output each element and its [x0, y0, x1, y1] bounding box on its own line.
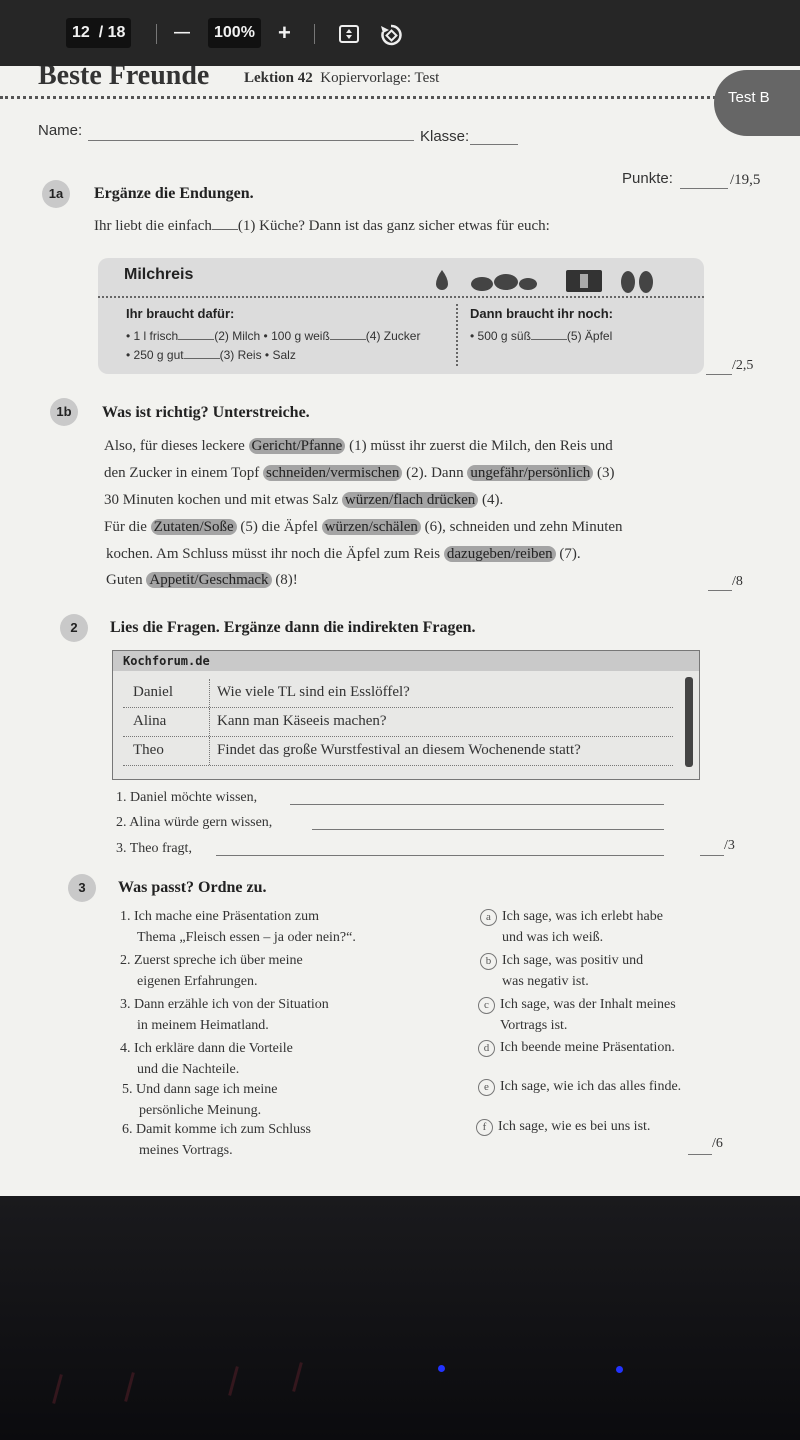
text-part: Für die	[104, 519, 147, 535]
forum-user: Theo	[133, 742, 164, 758]
reflection	[124, 1372, 135, 1402]
answer-1-label: 1. Daniel möchte wissen,	[116, 790, 258, 805]
task-title-1b: Was ist richtig? Unterstreiche.	[102, 404, 310, 421]
text-line-5	[106, 546, 581, 563]
match-text: Ich sage, wie ich das alles finde.	[500, 1079, 682, 1094]
task-number-1b: 1b	[50, 398, 78, 426]
rotate-button[interactable]	[378, 22, 404, 52]
match-text: Ich sage, wie es bei uns ist.	[498, 1119, 651, 1134]
apple-icon	[639, 271, 653, 293]
ingredient-text: • 1 l frisch	[126, 329, 179, 343]
rice-grain-icon	[519, 278, 537, 290]
class-label: Klasse:	[420, 128, 470, 145]
text-line-2	[104, 465, 615, 482]
points-total: /19,5	[730, 172, 761, 188]
ingredient-line	[470, 327, 613, 346]
match-left-5	[122, 1079, 278, 1121]
task-number-3: 3	[68, 874, 96, 902]
match-right-c[interactable]	[478, 994, 676, 1036]
page-indicator[interactable]	[66, 18, 131, 48]
match-text: meines Vortrags.	[139, 1143, 233, 1158]
match-text: was negativ ist.	[502, 974, 589, 989]
drop-icon	[436, 270, 448, 290]
option-circle[interactable]: b	[480, 953, 497, 970]
text-part: (1) müsst ihr zuerst die Milch, den Reis und	[349, 438, 613, 454]
forum-table	[123, 679, 673, 766]
forum-scrollbar[interactable]	[685, 677, 693, 767]
text-line-3	[104, 492, 503, 509]
apple-icon	[621, 271, 635, 293]
match-text: persönliche Meinung.	[139, 1103, 262, 1118]
match-text: 2. Zuerst spreche ich über meine	[120, 953, 303, 968]
score-1b: /8	[732, 574, 743, 589]
match-text: 6. Damit komme ich zum Schluss	[122, 1122, 311, 1137]
text-line-1	[104, 438, 613, 455]
forum-title: Kochforum.de	[113, 651, 699, 671]
subtitle: Kopiervorlage: Test	[320, 70, 440, 86]
match-left-1	[120, 906, 356, 948]
reflection	[292, 1362, 303, 1392]
match-right-b[interactable]	[480, 950, 643, 992]
match-text: 5. Und dann sage ich meine	[122, 1082, 278, 1097]
task-title-2: Lies die Fragen. Ergänze dann die indirekten Fragen.	[110, 619, 476, 636]
text-part: 30 Minuten kochen und mit etwas Salz	[104, 492, 339, 508]
match-right-d[interactable]	[478, 1037, 675, 1058]
page-total: 18	[107, 24, 126, 41]
match-text: eigenen Erfahrungen.	[137, 974, 258, 989]
text-part: (2). Dann	[406, 465, 464, 481]
match-text: Thema „Fleisch essen – ja oder nein?“.	[137, 930, 356, 945]
forum-row	[123, 708, 673, 737]
forum-row	[123, 737, 673, 766]
recipe-ingredients-2	[470, 304, 613, 346]
choice-3[interactable]: ungefähr/persönlich	[467, 465, 593, 481]
match-left-4	[120, 1038, 293, 1080]
forum-question: Findet das große Wurstfestival an diesem Wochenende statt?	[217, 742, 581, 758]
match-text: in meinem Heimatland.	[137, 1018, 269, 1033]
forum-row	[123, 679, 673, 708]
option-circle[interactable]: d	[478, 1040, 495, 1057]
intro-text-rest: (1) Küche? Dann ist das ganz sicher etwas für euch:	[237, 218, 550, 234]
text-part: Also, für dieses leckere	[104, 438, 245, 454]
score-field-1b[interactable]	[708, 590, 732, 591]
forum-question: Wie viele TL sind ein Esslöffel?	[217, 684, 410, 700]
zoom-out-button[interactable]: —	[174, 24, 190, 41]
choice-8[interactable]: Appetit/Geschmack	[146, 572, 271, 588]
text-part: (5) die Äpfel	[240, 519, 318, 535]
ingredient-icons	[430, 264, 662, 296]
match-right-e[interactable]	[478, 1076, 681, 1097]
text-line-6	[106, 572, 298, 589]
match-right-f[interactable]	[476, 1116, 650, 1137]
text-part: den Zucker in einem Topf	[104, 465, 260, 481]
points-field[interactable]	[680, 188, 728, 189]
toolbar-divider	[314, 24, 315, 44]
score-1a: /2,5	[732, 358, 754, 373]
rice-grain-icon	[471, 277, 493, 291]
recipe-box	[98, 258, 704, 374]
forum-question: Kann man Käseeis machen?	[217, 713, 387, 729]
match-left-2	[120, 950, 303, 992]
score-field-1a[interactable]	[706, 374, 732, 375]
name-field[interactable]	[88, 140, 414, 141]
test-badge: Test B	[714, 70, 800, 136]
ingredient-text: • 500 g süß	[470, 329, 531, 343]
score-field-2[interactable]	[700, 855, 724, 856]
match-left-3	[120, 994, 329, 1036]
lesson-label: Lektion 42	[244, 70, 313, 86]
blank-1[interactable]	[212, 229, 238, 230]
match-text: Vortrags ist.	[500, 1018, 568, 1033]
rotate-icon	[378, 22, 404, 48]
task-title-1a: Ergänze die Endungen.	[94, 185, 254, 202]
answer-2-label: 2. Alina würde gern wissen,	[116, 815, 273, 830]
reflection	[52, 1374, 63, 1404]
page-current[interactable]: 12	[72, 24, 90, 41]
blank-3[interactable]	[184, 358, 220, 359]
choice-4[interactable]: würzen/flach drücken	[342, 492, 478, 508]
header-divider	[0, 96, 800, 99]
task-title-3: Was passt? Ordne zu.	[118, 879, 267, 896]
led-indicator	[616, 1366, 623, 1373]
task-number-2: 2	[60, 614, 88, 642]
choice-7[interactable]: dazugeben/reiben	[444, 546, 556, 562]
text-part: (3)	[597, 465, 615, 481]
recipe-title: Milchreis	[124, 266, 194, 283]
score-3: /6	[712, 1136, 723, 1151]
zoom-in-button[interactable]: +	[278, 20, 291, 45]
match-right-a[interactable]	[480, 906, 663, 948]
match-left-6	[122, 1119, 311, 1161]
led-indicator	[438, 1365, 445, 1372]
points-label: Punkte:	[622, 170, 673, 187]
reflection	[228, 1366, 239, 1396]
book-title: Beste Freunde	[38, 66, 210, 91]
match-text: und was ich weiß.	[502, 930, 604, 945]
choice-1[interactable]: Gericht/Pfanne	[249, 438, 346, 454]
pdf-toolbar	[0, 0, 800, 66]
choice-6[interactable]: würzen/schälen	[322, 519, 421, 535]
text-line-4	[104, 519, 623, 536]
recipe-divider	[98, 296, 704, 298]
text-part: Guten	[106, 572, 143, 588]
score-field-3[interactable]	[688, 1154, 712, 1155]
worksheet-page	[0, 66, 800, 1196]
toolbar-divider	[156, 24, 157, 44]
answer-3-label: 3. Theo fragt,	[116, 841, 192, 856]
class-field[interactable]	[470, 144, 518, 145]
zoom-level[interactable]: 100%	[208, 18, 261, 48]
match-text: Ich beende meine Präsentation.	[500, 1040, 675, 1055]
ingredients-heading: Dann braucht ihr noch:	[470, 306, 613, 321]
blank-2[interactable]	[178, 339, 214, 340]
match-text: Ich sage, was positiv und	[502, 953, 644, 968]
page-separator: /	[98, 24, 104, 41]
background-below-page	[0, 1196, 800, 1440]
ingredient-line	[126, 346, 420, 365]
option-circle[interactable]: f	[476, 1119, 493, 1136]
match-text: 1. Ich mache eine Präsentation zum	[120, 909, 320, 924]
ingredient-line	[126, 327, 420, 346]
ingredient-text: (4) Zucker	[365, 329, 421, 343]
answer-3-field[interactable]	[216, 855, 664, 856]
task-1a-intro	[94, 218, 550, 235]
forum-user: Alina	[133, 713, 167, 729]
forum-box	[112, 650, 700, 780]
intro-text: Ihr liebt die einfach	[94, 218, 212, 234]
fit-page-icon	[338, 24, 360, 44]
ingredient-text: (5) Äpfel	[566, 329, 613, 343]
score-2: /3	[724, 838, 735, 853]
match-text: 4. Ich erkläre dann die Vorteile	[120, 1041, 293, 1056]
text-part: (7).	[559, 546, 581, 562]
option-circle[interactable]: c	[478, 997, 495, 1014]
column-divider	[456, 304, 458, 366]
lesson-info	[244, 70, 439, 87]
blank-5[interactable]	[531, 339, 567, 340]
ingredient-text: • 250 g gut	[126, 348, 184, 362]
rice-grain-icon	[494, 274, 518, 290]
blank-4[interactable]	[330, 339, 366, 340]
fit-page-button[interactable]	[338, 24, 360, 54]
choice-5[interactable]: Zutaten/Soße	[151, 519, 237, 535]
ingredient-text: (2) Milch • 100 g weiß	[214, 329, 330, 343]
ingredients-heading: Ihr braucht dafür:	[126, 306, 235, 321]
name-label: Name:	[38, 122, 83, 139]
choice-2[interactable]: schneiden/vermischen	[263, 465, 402, 481]
answer-1-field[interactable]	[290, 804, 664, 805]
option-circle[interactable]: e	[478, 1079, 495, 1096]
text-part: (8)!	[275, 572, 298, 588]
text-part: (6), schneiden und zehn Minuten	[424, 519, 623, 535]
answer-2-field[interactable]	[312, 829, 664, 830]
match-text: und die Nachteile.	[137, 1062, 240, 1077]
text-part: kochen. Am Schluss müsst ihr noch die Äpfel zum Reis	[106, 546, 441, 562]
task-number-1a: 1a	[42, 180, 70, 208]
match-text: Ich sage, was ich erlebt habe	[502, 909, 663, 924]
match-text: 3. Dann erzähle ich von der Situation	[120, 997, 329, 1012]
forum-user: Daniel	[133, 684, 173, 700]
match-text: Ich sage, was der Inhalt meines	[500, 997, 676, 1012]
recipe-ingredients-1	[126, 304, 420, 365]
option-circle[interactable]: a	[480, 909, 497, 926]
text-part: (4).	[482, 492, 504, 508]
ingredient-text: (3) Reis • Salz	[219, 348, 296, 362]
